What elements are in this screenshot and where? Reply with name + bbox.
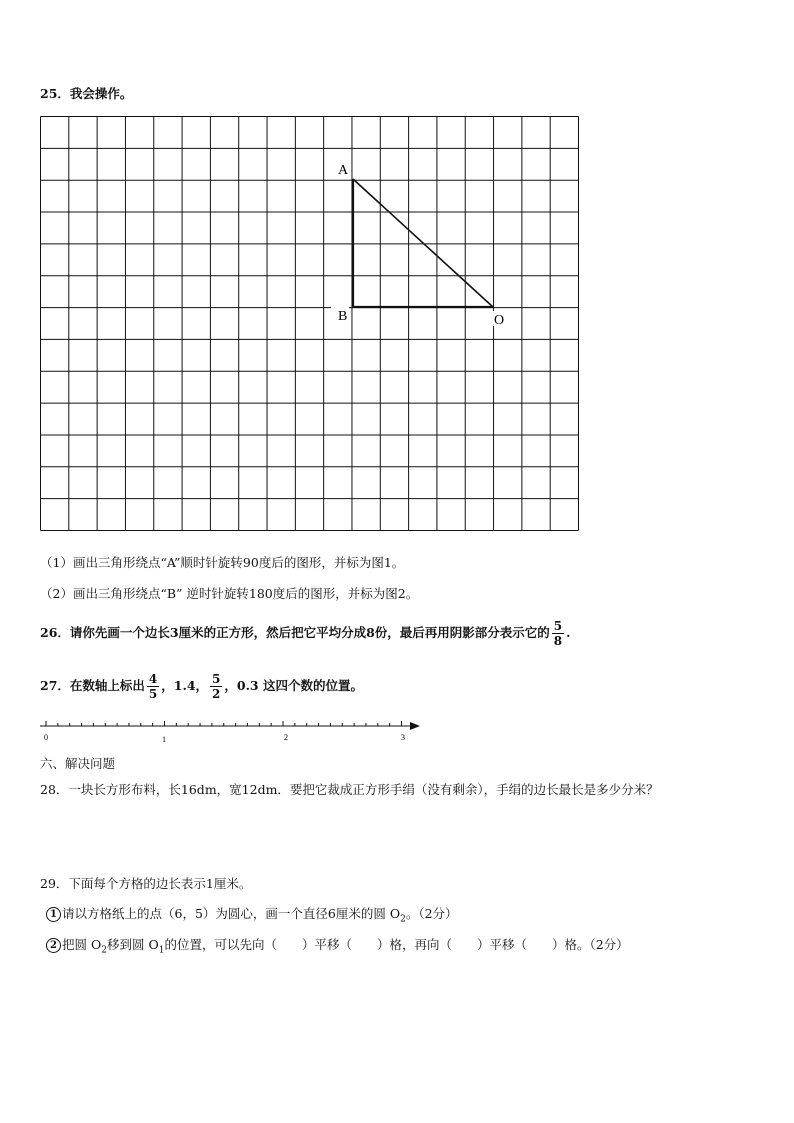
- circled-number-one: 1: [46, 907, 61, 922]
- q29-title: 29．下面每个方格的边长表示1厘米。: [40, 876, 252, 891]
- triangle-side-ao: [353, 179, 493, 307]
- q26-body: 26．请你先画一个边长3厘米的正方形，然后把它平均分成8份，最后再用阴影部分表示它的: [40, 625, 550, 640]
- number-line: [36, 716, 426, 746]
- q29-item-1-text: 请以方格纸上的点（6，5）为圆心，画一个直径6厘米的圆 O: [62, 906, 401, 921]
- arrow-head-icon: [410, 722, 420, 730]
- point-label-o: O: [494, 313, 505, 328]
- fraction-five-halves: [210, 672, 222, 701]
- fraction-numerator: 5: [553, 619, 563, 633]
- fraction-numerator: 4: [148, 672, 158, 686]
- q29-item-2: [46, 935, 629, 956]
- circled-number-two: 2: [46, 938, 61, 953]
- subscript-2: 2: [400, 914, 406, 925]
- subscript-2: 2: [101, 945, 107, 956]
- subscript-1: 1: [158, 945, 165, 956]
- axis-label-0: 0: [44, 733, 48, 742]
- q25-task-2: （2）画出三角形绕点“B” 逆时针旋转180度后的图形，并标为图2。: [40, 586, 419, 601]
- point-label-a: A: [338, 163, 349, 178]
- axis-label-3: 3: [401, 733, 405, 742]
- point-label-b: B: [338, 309, 348, 324]
- q29-item-2-text-a: 把圆 O: [62, 937, 102, 952]
- q26-end: .: [566, 625, 571, 640]
- q29-item-1-score: 。（2分）: [405, 906, 458, 921]
- fraction-denominator: 8: [553, 634, 563, 648]
- fraction-denominator: 2: [212, 687, 221, 701]
- q27-suffix: ，0.3 这四个数的位置。: [224, 678, 363, 693]
- fraction-denominator: 5: [148, 687, 158, 701]
- q26-text: [40, 619, 571, 648]
- q27-prefix: 27．在数轴上标出: [40, 678, 145, 693]
- q25-title: 25．我会操作。: [40, 86, 133, 101]
- fraction-five-eighths: [552, 619, 564, 648]
- q25-task-1: （1）画出三角形绕点“A”顺时针旋转90度后的图形，并标为图1。: [40, 555, 405, 570]
- q29-item-1: [46, 904, 458, 925]
- q27-mid: ，1.4，: [161, 678, 209, 693]
- fraction-numerator: 5: [212, 672, 221, 686]
- q29-item-2-text-b: 移到圆 O: [106, 937, 159, 952]
- q29-item-2-text-c: 的位置，可以先向（ ）平移（ ）格，再向（ ）平移（ ）格。（2分）: [164, 937, 629, 952]
- square-grid: [40, 116, 580, 532]
- fraction-four-fifths: [147, 672, 159, 701]
- axis-label-2: 2: [284, 733, 288, 742]
- axis-label-1: 1: [162, 735, 166, 744]
- q27-text: [40, 672, 363, 701]
- section-six-heading: 六、解决问题: [40, 756, 116, 771]
- q28-text: 28．一块长方形布料，长16dm，宽12dm．要把它裁成正方形手绢（没有剩余），手绢的边长最长是多少分米？: [40, 782, 659, 797]
